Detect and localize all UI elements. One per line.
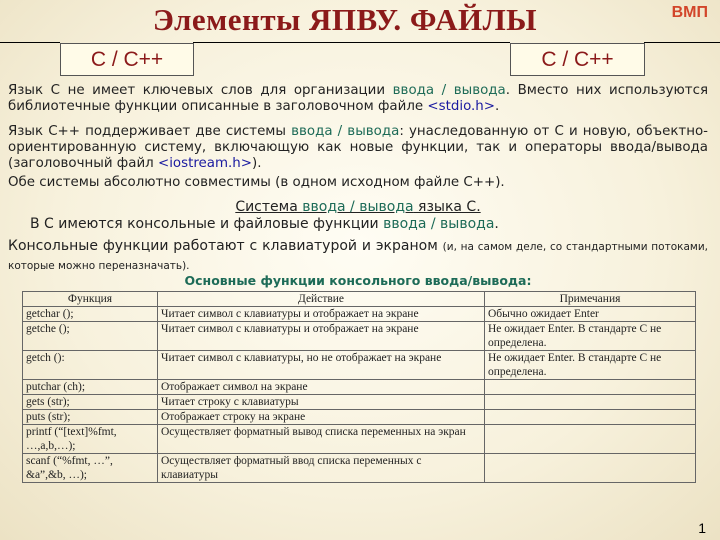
page-number: 1 bbox=[698, 520, 706, 536]
column-header-action: Действие bbox=[158, 292, 485, 307]
function-cell: printf (“[text]%fmt, …,a,b,…); bbox=[23, 425, 158, 454]
functions-subtitle: Основные функции консольного ввода/вывода: bbox=[184, 273, 532, 288]
io-keyword: ввода / вывода bbox=[383, 216, 495, 232]
lang-box-left: C / C++ bbox=[60, 43, 194, 76]
lang-box-right: C / C++ bbox=[510, 43, 645, 76]
table-row bbox=[23, 322, 696, 351]
slide-title: Элементы ЯПВУ. ФАЙЛЫ bbox=[152, 2, 538, 37]
header-file-stdio: <stdio.h> bbox=[427, 99, 495, 114]
action-cell: Отображает символ на экране bbox=[158, 380, 485, 395]
table-row bbox=[23, 351, 696, 380]
notes-cell: Не ожидает Enter. В стандарте С не определена. bbox=[485, 322, 696, 351]
intro-paragraph-3: Обе системы абсолютно совместимы (в одном исходном файле С++). bbox=[8, 175, 505, 190]
system-line-2: Консольные функции работают с клавиатурой и экраном (и, на самом деле, со стандартными потоками, которые можно переназначать). bbox=[8, 238, 708, 272]
header-file-iostream: <iostream.h> bbox=[157, 156, 253, 171]
function-cell: putchar (ch); bbox=[23, 380, 158, 395]
table-row bbox=[23, 454, 696, 483]
divider-left bbox=[0, 42, 60, 43]
table-row bbox=[23, 307, 696, 322]
function-cell: getchar (); bbox=[23, 307, 158, 322]
function-cell: puts (str); bbox=[23, 410, 158, 425]
intro-paragraph-1: Язык С не имеет ключевых слов для организации ввода / вывода. Вместо них используются библиотечные функции описанные в заголовочном файле <stdio.h>. bbox=[8, 83, 708, 114]
function-cell: getch (): bbox=[23, 351, 158, 380]
system-title: Система ввода / вывода языка С. bbox=[235, 199, 481, 215]
action-cell: Отображает строку на экране bbox=[158, 410, 485, 425]
function-cell: scanf (“%fmt, …”, &a”,&b, …); bbox=[23, 454, 158, 483]
table-header-row bbox=[23, 292, 696, 307]
action-cell: Читает строку с клавиатуры bbox=[158, 395, 485, 410]
action-cell: Читает символ с клавиатуры и отображает на экране bbox=[158, 307, 485, 322]
function-cell: gets (str); bbox=[23, 395, 158, 410]
function-cell: getche (); bbox=[23, 322, 158, 351]
action-cell: Осуществляет форматный ввод списка переменных с клавиатуры bbox=[158, 454, 485, 483]
vmp-badge: ВМП bbox=[671, 4, 708, 21]
table-row bbox=[23, 425, 696, 454]
system-note-small: (и, на самом деле, со стандартными потоками, которые можно переназначать). bbox=[8, 241, 708, 272]
action-cell: Читает символ с клавиатуры и отображает на экране bbox=[158, 322, 485, 351]
notes-cell: Не ожидает Enter. В стандарте С не определена. bbox=[485, 351, 696, 380]
intro-paragraph-2: Язык С++ поддерживает две системы ввода / вывода: унаследованную от С и новую, объектно-ориентированную систему, включающую как новые функции, так и операторы ввода/вывода (заголовочный файл <iostream.h>). bbox=[8, 124, 708, 171]
divider-middle bbox=[193, 42, 510, 43]
column-header-notes: Примечания bbox=[485, 292, 696, 307]
system-line-1: В С имеются консольные и файловые функции ввода / вывода. bbox=[30, 216, 499, 232]
notes-cell: Обычно ожидает Enter bbox=[485, 307, 696, 322]
notes-cell bbox=[485, 395, 696, 410]
io-keyword: ввода / вывода bbox=[291, 124, 400, 139]
action-cell: Осуществляет форматный вывод списка переменных на экран bbox=[158, 425, 485, 454]
column-header-function: Функция bbox=[23, 292, 158, 307]
notes-cell bbox=[485, 380, 696, 395]
notes-cell bbox=[485, 425, 696, 454]
io-keyword: ввода / вывода bbox=[392, 83, 506, 98]
action-cell: Читает символ с клавиатуры, но не отображает на экране bbox=[158, 351, 485, 380]
console-functions-table bbox=[22, 291, 696, 483]
table-row bbox=[23, 380, 696, 395]
table-row bbox=[23, 410, 696, 425]
notes-cell bbox=[485, 454, 696, 483]
io-keyword: ввода / вывода bbox=[302, 199, 414, 215]
table-row bbox=[23, 395, 696, 410]
notes-cell bbox=[485, 410, 696, 425]
divider-right bbox=[644, 42, 720, 43]
